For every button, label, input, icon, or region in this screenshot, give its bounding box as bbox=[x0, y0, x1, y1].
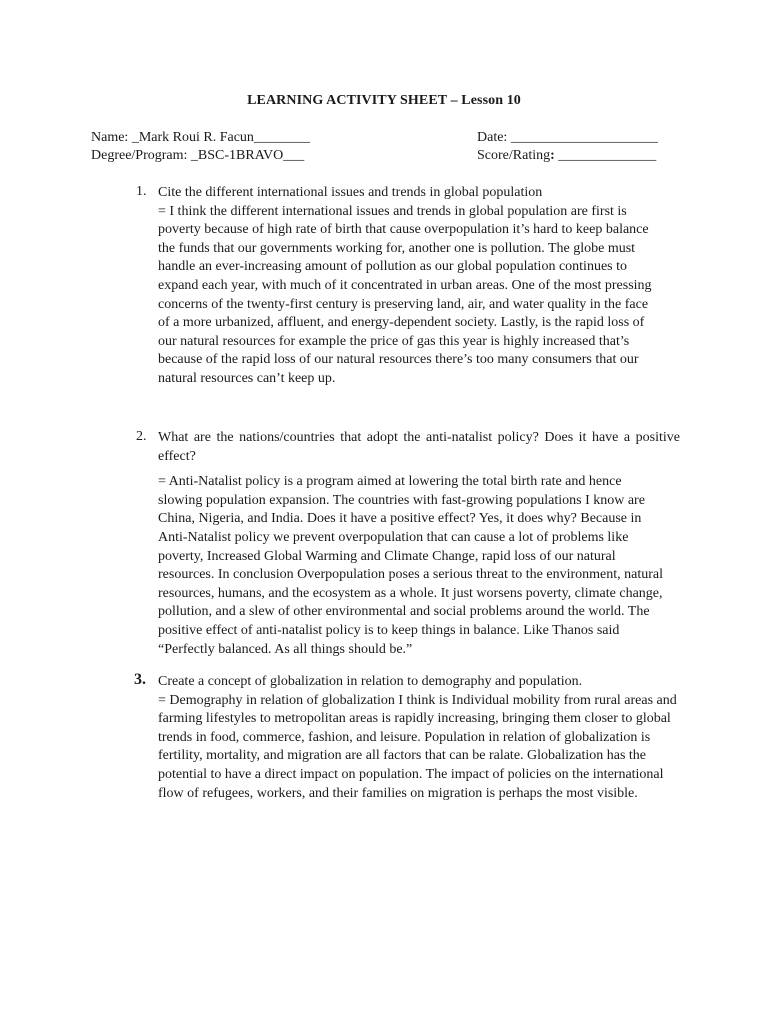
answer-text: = I think the different international issues and trends in global population are first is poverty because of high rate of birth that cause overpopulation it’s hard to keep balance the funds that our governments working for, another one is pollution. The globe must handle an ever-increasing amount of pollution as our global population continues to expand each year, with much of it concentrated in urban areas. One of the most pressing concerns of the twenty-first century is preserving land, air, and water quality in the face of a more urbanized, affluent, and energy-dependent society. Lastly, is the rapid loss of our natural resources for example the price of gas this year is highly increased that’s because of the rapid loss of our natural resources there’s too many consumers that our natural resources can’t keep up. bbox=[158, 203, 652, 386]
question-block-1 bbox=[158, 184, 663, 389]
score-line: ______________ bbox=[554, 148, 657, 163]
answer-text: = Demography in relation of globalization I think is Individual mobility from rural areas and farming lifestyles to metropolitan areas is rapidly increasing, bringing them closer to global trends in food, commerce, fashion, and leisure. Population in relation of globalization is fertility, mortality, and migration are all factors that can be ralate. Globalization has the potential to have a direct impact on population. The impact of policies on the international flow of refugees, workers, and their families on migration is perhaps the most visible. bbox=[158, 692, 677, 801]
question-block-3 bbox=[158, 673, 680, 803]
answer-text: = Anti-Natalist policy is a program aimed at lowering the total birth rate and hence slowing population expansion. The countries with fast-growing populations I know are China, Nigeria, and India. Does it have a positive effect? Yes, it does why? Because in Anti-Natalist policy we prevent overpopulation that can cause a lot of problems like poverty, Increased Global Warming and Climate Change, rapid loss of our natural resources. In conclusion Overpopulation poses a serious threat to the environment, natural resources, humans, and the ecosystem as a whole. It just worsens poverty, climate change, pollution, and a slew of other environmental and social problems around the world. The positive effect of anti-natalist policy is to keep things in balance. Like Thanos said “Perfectly balanced. As all things should be.” bbox=[158, 474, 664, 657]
question-text: What are the nations/countries that adopt the anti-natalist policy? Does it have a positive effect? bbox=[158, 430, 680, 464]
question-block-2 bbox=[158, 429, 680, 659]
question-number: 3. bbox=[134, 671, 146, 688]
score-colon: : bbox=[550, 148, 555, 163]
question-text: Cite the different international issues and trends in global population bbox=[158, 185, 543, 200]
question-number: 1. bbox=[136, 184, 147, 199]
question-text: Create a concept of globalization in relation to demography and population. bbox=[158, 674, 583, 689]
score-field bbox=[477, 148, 656, 164]
question-number: 2. bbox=[136, 429, 147, 444]
score-label: Score/Rating bbox=[477, 148, 551, 163]
name-field: Name: _Mark Roui R. Facun________ bbox=[91, 130, 310, 145]
degree-field: Degree/Program: _BSC-1BRAVO___ bbox=[91, 148, 305, 163]
date-field: Date: _____________________ bbox=[477, 130, 658, 145]
page-title: LEARNING ACTIVITY SHEET – Lesson 10 bbox=[247, 93, 521, 108]
